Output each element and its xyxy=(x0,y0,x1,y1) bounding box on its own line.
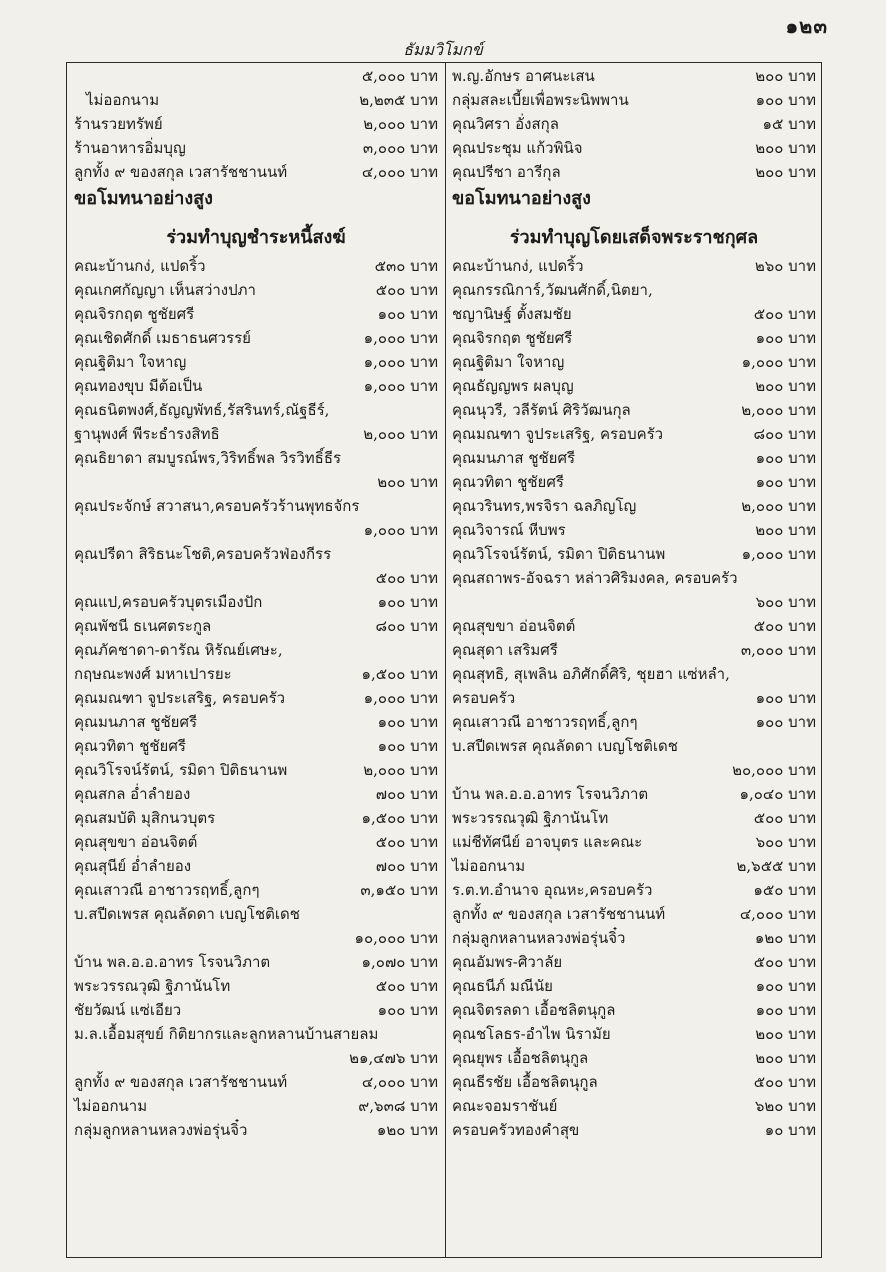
right-top-list xyxy=(452,64,816,184)
donation-amount: ๕๐๐ บาท xyxy=(375,977,438,995)
donor-row xyxy=(74,518,438,542)
donor-name: คุณธัญญพร ผลบุญ xyxy=(452,377,574,395)
donation-amount: ๒,๐๐๐ บาท xyxy=(741,497,816,515)
donor-name: คณะบ้านกง่, แปดริ้ว xyxy=(452,257,584,275)
donor-name: คุณประจักษ์ สวาสนา,ครอบครัวร้านพุทธจักร xyxy=(74,497,360,515)
donor-row xyxy=(452,806,816,830)
donor-row xyxy=(452,734,816,758)
donor-row xyxy=(74,710,438,734)
donation-amount: ๕๐๐ บาท xyxy=(753,809,816,827)
donor-row xyxy=(74,950,438,974)
right-section-heading: ร่วมทำบุญโดยเสด็จพระราชกุศล xyxy=(509,227,759,248)
donation-amount: ๔,๐๐๐ บาท xyxy=(361,163,438,181)
donor-row xyxy=(74,1070,438,1094)
donation-amount: ๑๐๐ บาท xyxy=(377,305,438,323)
donor-row xyxy=(74,1046,438,1070)
donor-name: คุณเสาวณี อาชาวรฤทธิ์,ลูกๆ xyxy=(74,881,260,899)
donor-row xyxy=(74,638,438,662)
donor-row xyxy=(452,662,816,686)
right-thanks-line: ขอโมทนาอย่างสูง xyxy=(452,188,591,209)
donor-name: คุณจิตรลดา เอื้อชลิตนุกูล xyxy=(452,1001,616,1019)
donor-name: บ.สปีดเพรส คุณลัดดา เบญโชติเดช xyxy=(452,737,678,755)
donor-name: คุณวรินทร,พรจิรา ฉลภิญโญ xyxy=(452,497,637,515)
donor-name: ลูกทั้ง ๙ ของสกุล เวสารัชชานนท์ xyxy=(74,163,288,181)
donor-row xyxy=(74,494,438,518)
donor-name: ชญานิษฐ์ ตั้งสมชัย xyxy=(452,305,572,323)
donation-amount: ๕,๐๐๐ บาท xyxy=(361,67,438,85)
donor-row xyxy=(74,542,438,566)
donor-row xyxy=(74,902,438,926)
donation-amount: ๒๐๐ บาท xyxy=(755,1049,816,1067)
donor-row xyxy=(452,686,816,710)
donor-name: คุณวทิตา ชูชัยศรี xyxy=(452,473,564,491)
donor-name: กลุ่มลูกหลานหลวงพ่อรุ่นจิ๋ว xyxy=(74,1121,248,1139)
donor-row xyxy=(452,278,816,302)
donor-row xyxy=(74,590,438,614)
donor-row xyxy=(452,422,816,446)
donor-row xyxy=(452,950,816,974)
donation-amount: ๒๖๐ บาท xyxy=(754,257,816,275)
donor-name: คุณวิโรจน์รัตน์, รมิดา ปิติธนานพ xyxy=(452,545,666,563)
donor-name: คุณภัคชาดา-ดารัณ หิรัณย์เศษะ, xyxy=(74,641,283,659)
donor-row xyxy=(452,64,816,88)
donor-name: บ.สปีดเพรส คุณลัดดา เบญโชติเดช xyxy=(74,905,300,923)
donor-name: คุณสุดา เสริมศรี xyxy=(452,641,558,659)
donor-row xyxy=(452,998,816,1022)
donor-row xyxy=(452,470,816,494)
donor-name: คุณมนภาส ชูชัยศรี xyxy=(74,713,198,731)
donor-row xyxy=(74,686,438,710)
donation-amount: ๖๒๐ บาท xyxy=(754,1097,816,1115)
donor-row xyxy=(74,662,438,686)
donor-row xyxy=(74,1022,438,1046)
donation-amount: ๑๒๐ บาท xyxy=(754,929,816,947)
donation-amount: ๑๐๐ บาท xyxy=(755,1001,816,1019)
donor-row xyxy=(452,136,816,160)
donation-amount: ๒,๐๐๐ บาท xyxy=(363,115,438,133)
donor-name: คุณปรีดา สิริธนะโชติ,ครอบครัวฟ่องกีรร xyxy=(74,545,332,563)
donor-row xyxy=(452,1070,816,1094)
donor-name: ร้านอาหารอิ่มบุญ xyxy=(74,139,186,157)
donor-row xyxy=(452,112,816,136)
donor-name: คุณมณฑา จูประเสริฐ, ครอบครัว xyxy=(74,689,286,707)
donor-name: แม่ชีทัศนีย์ อาจบุตร และคณะ xyxy=(452,833,643,851)
donor-name: คณะจอมราชันย์ xyxy=(452,1097,558,1115)
donation-amount: ๑,๐๐๐ บาท xyxy=(741,353,816,371)
donation-amount: ๒๐๐ บาท xyxy=(377,473,438,491)
donor-name: คุณประชุม แก้วพินิจ xyxy=(452,139,583,157)
donation-amount: ๕๐๐ บาท xyxy=(753,953,816,971)
donor-name: คุณธิยาดา สมบูรณ์พร,วิริทธิ์พล วิรวิทธิ์ธีร xyxy=(74,449,342,467)
donor-name: ไม่ออกนาม xyxy=(452,857,526,875)
donor-row xyxy=(452,446,816,470)
donation-amount: ๘๐๐ บาท xyxy=(375,617,438,635)
donor-row xyxy=(74,926,438,950)
donor-name: บ้าน พล.อ.อ.อาทร โรจนวิภาต xyxy=(452,785,649,803)
donation-amount: ๒๐๐ บาท xyxy=(755,521,816,539)
donation-amount: ๑,๐๗๐ บาท xyxy=(361,953,438,971)
donation-amount: ๕๐๐ บาท xyxy=(753,1073,816,1091)
donation-amount: ๓,๑๕๐ บาท xyxy=(360,881,438,899)
donor-row xyxy=(452,974,816,998)
donor-name: คณะบ้านกง่, แปดริ้ว xyxy=(74,257,206,275)
donation-amount: ๒,๐๐๐ บาท xyxy=(363,761,438,779)
donor-name: คุณวทิตา ชูชัยศรี xyxy=(74,737,186,755)
donor-name: คุณจิรกฤต ชูชัยศรี xyxy=(74,305,195,323)
donor-name: คุณธนีภ์ มณีนัย xyxy=(452,977,553,995)
donor-row xyxy=(74,302,438,326)
donation-amount: ๑๐๐ บาท xyxy=(755,689,816,707)
donor-row xyxy=(74,374,438,398)
donor-row xyxy=(74,160,438,184)
donation-amount: ๒๐,๐๐๐ บาท xyxy=(732,761,816,779)
donation-amount: ๕๓๐ บาท xyxy=(374,257,438,275)
donor-row xyxy=(74,112,438,136)
donor-row xyxy=(452,854,816,878)
donation-amount: ๑,๐๔๐ บาท xyxy=(739,785,816,803)
donation-amount: ๒๐๐ บาท xyxy=(755,67,816,85)
donor-name: คุณทองขุบ มีต้อเป็น xyxy=(74,377,203,395)
donor-row xyxy=(74,422,438,446)
donor-name: คุณสุนีย์ อ่ำลำยอง xyxy=(74,857,192,875)
donor-name: คุณปรีชา อารีกุล xyxy=(452,163,561,181)
donor-row xyxy=(74,254,438,278)
donor-name: ไม่ออกนาม xyxy=(86,91,160,109)
donation-amount: ๒๐๐ บาท xyxy=(755,139,816,157)
donor-row xyxy=(452,374,816,398)
donor-name: ร้านรวยทรัพย์ xyxy=(74,115,163,133)
donor-row xyxy=(452,830,816,854)
donation-amount: ๑,๐๐๐ บาท xyxy=(363,377,438,395)
donation-amount: ๑,๐๐๐ บาท xyxy=(363,329,438,347)
donor-name: คุณสุทธิ, สุเพลิน อภิศักดิ์ศิริ, ชุยฮา แซ่หลำ, xyxy=(452,665,730,683)
donation-amount: ๑๕๐ บาท xyxy=(753,881,816,899)
donation-amount: ๑๐๐ บาท xyxy=(755,449,816,467)
donation-amount: ๑๐๐ บาท xyxy=(755,329,816,347)
donation-amount: ๑๐๐ บาท xyxy=(377,713,438,731)
donor-row xyxy=(74,878,438,902)
donation-amount: ๕๐๐ บาท xyxy=(375,833,438,851)
donation-amount: ๑๐๐ บาท xyxy=(755,91,816,109)
donor-row xyxy=(74,326,438,350)
right-donor-list xyxy=(452,254,816,1142)
donation-amount: ๑,๐๐๐ บาท xyxy=(363,353,438,371)
donation-amount: ๑๐๐ บาท xyxy=(377,593,438,611)
donor-row xyxy=(452,350,816,374)
donation-amount: ๑,๐๐๐ บาท xyxy=(363,521,438,539)
donor-name: กฤษณะพงศ์ มหาเปารยะ xyxy=(74,665,232,683)
donation-amount: ๒๐๐ บาท xyxy=(755,377,816,395)
donor-row xyxy=(74,974,438,998)
donation-amount: ๒๐๐ บาท xyxy=(755,1025,816,1043)
donor-row xyxy=(74,1118,438,1142)
donor-name: คุณมณฑา จูประเสริฐ, ครอบครัว xyxy=(452,425,664,443)
right-column xyxy=(452,64,816,1142)
donor-name: ชัยวัฒน์ แซ่เอียว xyxy=(74,1001,182,1019)
donation-amount: ๕๐๐ บาท xyxy=(375,569,438,587)
donation-amount: ๔,๐๐๐ บาท xyxy=(361,1073,438,1091)
donation-amount: ๑๐๐ บาท xyxy=(755,713,816,731)
donor-row xyxy=(452,1022,816,1046)
donor-row xyxy=(452,638,816,662)
donation-amount: ๗๐๐ บาท xyxy=(375,785,438,803)
donor-name: คุณสมบัติ มุสิกนวบุตร xyxy=(74,809,216,827)
donor-name: ม.ล.เอื้อมสุขย์ กิติยากรและลูกหลานบ้านสายลม xyxy=(74,1025,379,1043)
donor-name: ร.ต.ท.อำนาจ อุณหะ,ครอบครัว xyxy=(452,881,653,899)
donation-amount: ๑๐,๐๐๐ บาท xyxy=(354,929,438,947)
donor-name: คุณวิโรจน์รัตน์, รมิดา ปิติธนานพ xyxy=(74,761,288,779)
donor-name: คุณสุขขา อ่อนจิตต์ xyxy=(74,833,198,851)
donor-name: คุณธีรชัย เอื้อชลิตนุกูล xyxy=(452,1073,598,1091)
donor-row xyxy=(452,88,816,112)
donation-amount: ๒๐๐ บาท xyxy=(755,163,816,181)
left-thanks-line: ขอโมทนาอย่างสูง xyxy=(74,188,213,209)
donor-row xyxy=(452,614,816,638)
donor-row xyxy=(452,590,816,614)
donor-row xyxy=(452,398,816,422)
donor-name: คุณฐิติมา ใจหาญ xyxy=(452,353,565,371)
donor-name: บ้าน พล.อ.อ.อาทร โรจนวิภาต xyxy=(74,953,271,971)
donation-amount: ๖๐๐ บาท xyxy=(755,593,816,611)
donor-row xyxy=(74,998,438,1022)
donor-name: พระวรรณวุฒิ ฐิภานันโท xyxy=(452,809,609,827)
left-top-list xyxy=(74,64,438,184)
donor-row xyxy=(452,710,816,734)
donation-amount: ๕๐๐ บาท xyxy=(753,305,816,323)
donor-row xyxy=(452,758,816,782)
donation-amount: ๑๐๐ บาท xyxy=(755,473,816,491)
donation-amount: ๓,๐๐๐ บาท xyxy=(740,641,816,659)
donor-row xyxy=(452,566,816,590)
donor-name: คุณเชิดศักดิ์ เมธาธนศวรรย์ xyxy=(74,329,251,347)
donation-amount: ๑๕ บาท xyxy=(762,115,816,133)
donation-amount: ๒,๖๕๕ บาท xyxy=(736,857,816,875)
donor-name: คุณธนิตพงศ์,ธัญญพัทธ์,รัสรินทร์,ณัฐธีร์, xyxy=(74,401,330,419)
donation-amount: ๒๑,๔๗๖ บาท xyxy=(349,1049,438,1067)
donor-row xyxy=(74,136,438,160)
donation-amount: ๑๐๐ บาท xyxy=(377,737,438,755)
donor-name: คุณสถาพร-อัจฉรา หล่าวศิริมงคล, ครอบครัว xyxy=(452,569,738,587)
donor-row xyxy=(74,782,438,806)
donation-amount: ๘๐๐ บาท xyxy=(753,425,816,443)
donor-row xyxy=(452,782,816,806)
donor-row xyxy=(452,518,816,542)
donation-amount: ๒,๐๐๐ บาท xyxy=(741,401,816,419)
donor-row xyxy=(74,278,438,302)
donor-name: ไม่ออกนาม xyxy=(74,1097,148,1115)
donor-row xyxy=(452,878,816,902)
donor-name: ลูกทั้ง ๙ ของสกุล เวสารัชชานนท์ xyxy=(452,905,666,923)
donation-amount: ๑,๕๐๐ บาท xyxy=(361,665,438,683)
donor-name: ครอบครัวทองคำสุข xyxy=(452,1121,580,1139)
donation-amount: ๓,๐๐๐ บาท xyxy=(362,139,438,157)
donor-row xyxy=(452,494,816,518)
donor-name: คุณพัชนี ธเนศตระกูล xyxy=(74,617,212,635)
donor-row xyxy=(452,254,816,278)
donor-name: คุณเสาวณี อาชาวรฤทธิ์,ลูกๆ xyxy=(452,713,638,731)
donor-name: ลูกทั้ง ๙ ของสกุล เวสารัชชานนท์ xyxy=(74,1073,288,1091)
donation-amount: ๑๐๐ บาท xyxy=(755,977,816,995)
donor-row xyxy=(74,830,438,854)
donor-row xyxy=(452,1118,816,1142)
donation-amount: ๑๐ บาท xyxy=(764,1121,816,1139)
donor-row xyxy=(452,1094,816,1118)
donor-name: คุณแป,ครอบครัวบุตรเมืองปัก xyxy=(74,593,263,611)
donor-row xyxy=(452,1046,816,1070)
page-number: ๑๒๓ xyxy=(785,14,828,38)
donation-amount: ๙,๖๓๘ บาท xyxy=(358,1097,438,1115)
donor-name: คุณมนภาส ชูชัยศรี xyxy=(452,449,576,467)
donor-row xyxy=(74,398,438,422)
donation-amount: ๗๐๐ บาท xyxy=(375,857,438,875)
donor-name: คุณกรรณิการ์,วัฒนศักดิ์,นิตยา, xyxy=(452,281,653,299)
donor-name: คุณวิศรา อั่งสกุล xyxy=(452,115,559,133)
donor-row xyxy=(452,902,816,926)
donation-amount: ๔,๐๐๐ บาท xyxy=(739,905,816,923)
donor-name: ครอบครัว xyxy=(452,689,516,707)
donor-row xyxy=(74,350,438,374)
donor-name: คุณเกศกัญญา เห็นสว่างปภา xyxy=(74,281,256,299)
donor-name: คุณอัมพร-ศิวาลัย xyxy=(452,953,563,971)
donor-row xyxy=(74,734,438,758)
donor-row xyxy=(452,302,816,326)
donor-name: ฐานุพงศ์ พีระธำรงสิทธิ xyxy=(74,425,220,443)
donor-row xyxy=(74,470,438,494)
donor-row xyxy=(452,926,816,950)
donation-amount: ๑๒๐ บาท xyxy=(376,1121,438,1139)
donation-amount: ๑๐๐ บาท xyxy=(377,1001,438,1019)
donation-amount: ๕๐๐ บาท xyxy=(753,617,816,635)
left-section-heading: ร่วมทำบุญชำระหนี้สงฆ์ xyxy=(166,227,346,248)
donor-name: คุณวิจารณ์ หีบพร xyxy=(452,521,566,539)
donor-name: คุณฐิติมา ใจหาญ xyxy=(74,353,187,371)
column-divider xyxy=(445,62,446,1258)
donor-row xyxy=(452,326,816,350)
donor-name: คุณสุขขา อ่อนจิตต์ xyxy=(452,617,576,635)
donor-row xyxy=(74,64,438,88)
donor-row xyxy=(74,758,438,782)
donor-row xyxy=(74,806,438,830)
donation-amount: ๒,๒๓๕ บาท xyxy=(359,91,438,109)
left-column xyxy=(74,64,438,1142)
donor-row xyxy=(452,160,816,184)
donation-amount: ๑,๐๐๐ บาท xyxy=(741,545,816,563)
donor-name: กลุ่มสละเบี้ยเพื่อพระนิพพาน xyxy=(452,91,629,109)
donor-row xyxy=(74,614,438,638)
donation-amount: ๖๐๐ บาท xyxy=(755,833,816,851)
donor-row xyxy=(74,88,438,112)
donation-amount: ๑,๕๐๐ บาท xyxy=(361,809,438,827)
donor-name: พระวรรณวุฒิ ฐิภานันโท xyxy=(74,977,231,995)
donor-name: กลุ่มลูกหลานหลวงพ่อรุ่นจิ๋ว xyxy=(452,929,626,947)
donation-amount: ๕๐๐ บาท xyxy=(375,281,438,299)
donor-row xyxy=(74,446,438,470)
donor-row xyxy=(452,542,816,566)
left-donor-list xyxy=(74,254,438,1142)
donor-name: พ.ญ.อักษร อาศนะเสน xyxy=(452,67,595,85)
donor-name: คุณนุวรี, วลีรัตน์ ศิริวัฒนกุล xyxy=(452,401,631,419)
donor-row xyxy=(74,566,438,590)
running-header: ธัมมวิโมกข์ xyxy=(403,40,483,59)
donor-name: คุณสกล อ่ำลำยอง xyxy=(74,785,191,803)
donor-row xyxy=(74,854,438,878)
donor-name: คุณชโลธร-อำไพ นิรามัย xyxy=(452,1025,611,1043)
donor-name: คุณจิรกฤต ชูชัยศรี xyxy=(452,329,573,347)
donor-name: คุณยุพร เอื้อชลิตนุกูล xyxy=(452,1049,589,1067)
donation-amount: ๒,๐๐๐ บาท xyxy=(363,425,438,443)
donation-amount: ๑,๐๐๐ บาท xyxy=(363,689,438,707)
donor-row xyxy=(74,1094,438,1118)
